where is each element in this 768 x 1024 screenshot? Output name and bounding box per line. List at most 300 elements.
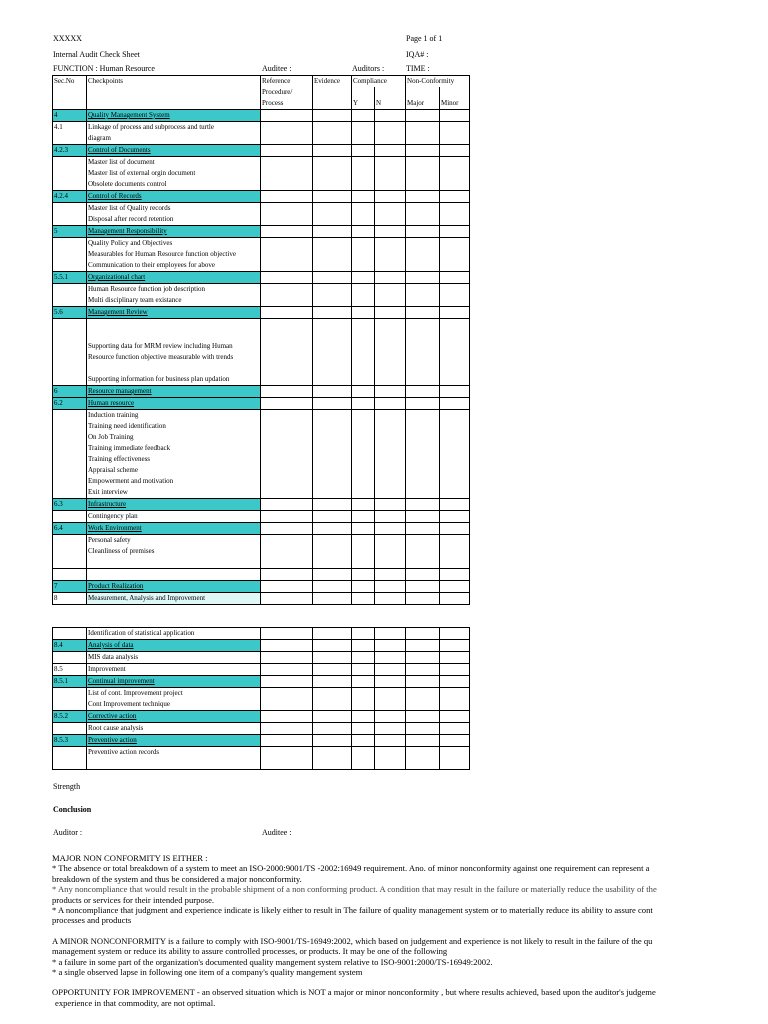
section-row [53,523,470,535]
evidence-cell[interactable] [313,511,352,523]
checkpoint-cell [87,523,261,535]
minor-cell[interactable] [440,664,470,676]
major-cell[interactable] [406,284,440,307]
major-cell[interactable] [406,711,440,723]
compliance-n-cell[interactable] [375,226,406,238]
checkpoint-line: Management Review [88,308,148,316]
compliance-y-cell[interactable] [352,735,375,747]
section-row [53,191,470,203]
minor-cell[interactable] [440,523,470,535]
checkpoint-cell [87,747,261,770]
compliance-y-cell[interactable] [352,511,375,523]
reference-cell[interactable] [261,723,313,735]
evidence-cell[interactable] [313,398,352,410]
compliance-n-cell[interactable] [375,410,406,499]
reference-cell[interactable] [261,628,313,640]
reference-cell[interactable] [261,711,313,723]
evidence-cell[interactable] [313,386,352,398]
col-header-y: Y [352,87,375,110]
checkpoint-cell [87,535,261,569]
minor-cell[interactable] [440,238,470,272]
major-cell[interactable] [406,272,440,284]
major-cell[interactable] [406,535,440,569]
compliance-n-cell[interactable] [375,593,406,605]
reference-cell[interactable] [261,319,313,386]
checkpoint-line: Supporting information for business plan updation [88,375,230,383]
major-cell[interactable] [406,676,440,688]
checkpoint-line: Exit interview [88,488,128,496]
auditor-label: Auditor : [53,828,83,837]
compliance-y-cell[interactable] [352,238,375,272]
reference-cell[interactable] [261,386,313,398]
evidence-cell[interactable] [313,569,352,581]
checkpoint-cell [87,238,261,272]
sec-no-cell [53,652,87,664]
compliance-y-cell[interactable] [352,664,375,676]
checklist-table [52,75,470,605]
sec-no-cell: 4 [53,110,87,122]
compliance-n-cell[interactable] [375,723,406,735]
evidence-cell[interactable] [313,272,352,284]
checkpoint-cell [87,511,261,523]
evidence-cell[interactable] [313,110,352,122]
major-cell[interactable] [406,723,440,735]
checkpoint-line: Supporting data for MRM review including Human [88,342,233,350]
major-cell[interactable] [406,688,440,711]
compliance-y-cell[interactable] [352,284,375,307]
compliance-n-cell[interactable] [375,688,406,711]
reference-cell[interactable] [261,735,313,747]
compliance-y-cell[interactable] [352,652,375,664]
checkpoint-line: Personal safety [88,536,131,544]
compliance-y-cell[interactable] [352,499,375,511]
minor-cell[interactable] [440,203,470,226]
reference-cell[interactable] [261,664,313,676]
checkpoint-line: Analysis of data [88,641,134,649]
nonconformity-definitions [52,853,768,1008]
minor-cell[interactable] [440,410,470,499]
checklist-table-continued [52,627,470,770]
major-cell[interactable] [406,735,440,747]
evidence-cell[interactable] [313,628,352,640]
reference-cell[interactable] [261,652,313,664]
compliance-y-cell[interactable] [352,723,375,735]
evidence-cell[interactable] [313,735,352,747]
compliance-n-cell[interactable] [375,581,406,593]
evidence-cell[interactable] [313,535,352,569]
compliance-y-cell[interactable] [352,319,375,386]
compliance-y-cell[interactable] [352,711,375,723]
major-cell[interactable] [406,511,440,523]
checkpoint-cell [87,593,261,605]
checkpoint-line: Training need identification [88,422,166,430]
checkpoint-cell [87,272,261,284]
minor-cell[interactable] [440,569,470,581]
strength-label: Strength [53,782,81,791]
compliance-n-cell[interactable] [375,640,406,652]
table-row [53,569,470,581]
evidence-cell[interactable] [313,157,352,191]
minor-cell[interactable] [440,386,470,398]
major-cell[interactable] [406,652,440,664]
evidence-cell[interactable] [313,238,352,272]
evidence-cell[interactable] [313,593,352,605]
compliance-y-cell[interactable] [352,386,375,398]
col-header-nonconformity: Non-Conformity [406,76,470,88]
reference-cell[interactable] [261,191,313,203]
sec-no-cell: 4.1 [53,122,87,145]
major-cell[interactable] [406,747,440,770]
sec-no-cell: 8.4 [53,640,87,652]
checkpoint-cell [87,307,261,319]
minor-cell[interactable] [440,628,470,640]
major-cell[interactable] [406,191,440,203]
compliance-n-cell[interactable] [375,238,406,272]
minor-cell[interactable] [440,735,470,747]
reference-cell[interactable] [261,284,313,307]
table-row [53,511,470,523]
reference-cell[interactable] [261,110,313,122]
evidence-cell[interactable] [313,664,352,676]
compliance-y-cell[interactable] [352,110,375,122]
major-cell[interactable] [406,226,440,238]
table-row [53,664,470,676]
compliance-y-cell[interactable] [352,593,375,605]
major-cell[interactable] [406,410,440,499]
checkpoint-line: On Job Training [88,433,134,441]
compliance-y-cell[interactable] [352,676,375,688]
checkpoint-line: Resource function objective measurable with trends [88,353,234,361]
evidence-cell[interactable] [313,499,352,511]
sec-no-cell [53,747,87,770]
evidence-cell[interactable] [313,226,352,238]
conclusion-label: Conclusion [53,805,92,814]
compliance-n-cell[interactable] [375,319,406,386]
reference-cell[interactable] [261,122,313,145]
auditee-footer-label: Auditee : [262,828,292,837]
reference-cell[interactable] [261,238,313,272]
compliance-y-cell[interactable] [352,628,375,640]
evidence-cell[interactable] [313,711,352,723]
major-cell[interactable] [406,523,440,535]
section-row [53,272,470,284]
page-number: Page 1 of 1 [406,34,443,43]
compliance-y-cell[interactable] [352,145,375,157]
col-header-n: N [375,87,406,110]
section-row [53,676,470,688]
checkpoint-line: Quality Policy and Objectives [88,239,173,247]
minor-cell[interactable] [440,157,470,191]
reference-cell[interactable] [261,676,313,688]
minor-cell[interactable] [440,747,470,770]
table-row [53,652,470,664]
minor-cell[interactable] [440,640,470,652]
checkpoint-cell [87,203,261,226]
compliance-n-cell[interactable] [375,284,406,307]
checkpoint-line: Preventive action records [88,748,160,756]
checklist-body [53,110,470,605]
compliance-y-cell[interactable] [352,203,375,226]
minor-cell[interactable] [440,535,470,569]
reference-cell[interactable] [261,398,313,410]
compliance-n-cell[interactable] [375,272,406,284]
major-cell[interactable] [406,581,440,593]
reference-cell[interactable] [261,569,313,581]
checkpoint-cell [87,688,261,711]
compliance-y-cell[interactable] [352,122,375,145]
reference-cell[interactable] [261,640,313,652]
sec-no-cell: 6.3 [53,499,87,511]
compliance-n-cell[interactable] [375,735,406,747]
col-header-checkpoints: Checkpoints [87,76,261,110]
compliance-y-cell[interactable] [352,226,375,238]
checkpoint-line: Preventive action [88,736,137,744]
checkpoint-line: Training immediate feedback [88,444,171,452]
compliance-n-cell[interactable] [375,628,406,640]
major-cell[interactable] [406,499,440,511]
checkpoint-line [88,569,259,580]
minor-cell[interactable] [440,284,470,307]
minor-cell[interactable] [440,319,470,386]
major-cell[interactable] [406,238,440,272]
minor-cell[interactable] [440,145,470,157]
reference-cell[interactable] [261,747,313,770]
compliance-y-cell[interactable] [352,307,375,319]
compliance-n-cell[interactable] [375,110,406,122]
compliance-y-cell[interactable] [352,640,375,652]
major-cell[interactable] [406,319,440,386]
compliance-n-cell[interactable] [375,652,406,664]
checkpoint-line: Identification of statistical application [88,629,195,637]
checkpoint-line [88,319,259,330]
evidence-cell[interactable] [313,652,352,664]
minor-cell[interactable] [440,723,470,735]
major-cell[interactable] [406,157,440,191]
reference-cell[interactable] [261,499,313,511]
checkpoint-line: Management Responsibility [88,227,167,235]
compliance-y-cell[interactable] [352,157,375,191]
compliance-n-cell[interactable] [375,398,406,410]
evidence-cell[interactable] [313,284,352,307]
major-cell[interactable] [406,664,440,676]
section-row [53,307,470,319]
reference-cell[interactable] [261,157,313,191]
reference-cell[interactable] [261,226,313,238]
sec-no-cell [53,284,87,307]
reference-cell[interactable] [261,203,313,226]
time-label: TIME : [406,64,430,73]
compliance-n-cell[interactable] [375,711,406,723]
major-cell[interactable] [406,398,440,410]
major-line: products or services for their intended purpose. [52,894,215,905]
checkpoint-line: Master list of document [88,158,155,166]
minor-cell[interactable] [440,307,470,319]
evidence-cell[interactable] [313,191,352,203]
minor-cell[interactable] [440,593,470,605]
compliance-n-cell[interactable] [375,535,406,569]
sec-no-cell [53,410,87,499]
compliance-y-cell[interactable] [352,569,375,581]
compliance-y-cell[interactable] [352,398,375,410]
sec-no-cell: 6 [53,386,87,398]
major-cell[interactable] [406,640,440,652]
checkpoint-line: Control of Documents [88,146,151,154]
major-cell[interactable] [406,386,440,398]
reference-cell[interactable] [261,581,313,593]
table-row [53,319,470,386]
auditors-label: Auditors : [352,64,385,73]
table-row [53,535,470,569]
checkpoint-cell [87,628,261,640]
sec-no-cell: 5.5.1 [53,272,87,284]
compliance-n-cell[interactable] [375,307,406,319]
compliance-y-cell[interactable] [352,272,375,284]
evidence-cell[interactable] [313,122,352,145]
reference-cell[interactable] [261,145,313,157]
evidence-cell[interactable] [313,410,352,499]
minor-cell[interactable] [440,676,470,688]
evidence-cell[interactable] [313,145,352,157]
reference-cell[interactable] [261,593,313,605]
reference-line: Procedure/ [262,88,293,96]
sec-no-cell [53,157,87,191]
reference-cell[interactable] [261,535,313,569]
compliance-n-cell[interactable] [375,569,406,581]
evidence-cell[interactable] [313,640,352,652]
minor-cell[interactable] [440,688,470,711]
checkpoint-line: MIS data analysis [88,653,139,661]
reference-cell[interactable] [261,523,313,535]
checkpoint-cell [87,145,261,157]
compliance-n-cell[interactable] [375,523,406,535]
sec-no-cell: 8.5.2 [53,711,87,723]
minor-cell[interactable] [440,191,470,203]
table-row [53,747,470,770]
reference-cell[interactable] [261,511,313,523]
compliance-n-cell[interactable] [375,747,406,770]
compliance-y-cell[interactable] [352,523,375,535]
compliance-n-cell[interactable] [375,676,406,688]
compliance-y-cell[interactable] [352,688,375,711]
compliance-n-cell[interactable] [375,145,406,157]
minor-cell[interactable] [440,110,470,122]
checkpoint-line: Cont Improvement technique [88,700,171,708]
evidence-cell[interactable] [313,523,352,535]
sec-no-cell [53,535,87,569]
checkpoint-line: Contingency plan [88,512,138,520]
major-cell[interactable] [406,569,440,581]
sec-no-cell [53,723,87,735]
sec-no-cell: 7 [53,581,87,593]
reference-cell[interactable] [261,410,313,499]
minor-cell[interactable] [440,511,470,523]
minor-cell[interactable] [440,272,470,284]
compliance-n-cell[interactable] [375,511,406,523]
compliance-n-cell[interactable] [375,191,406,203]
checkpoint-line [88,363,259,374]
minor-cell[interactable] [440,398,470,410]
checkpoint-line: Control of Records [88,192,142,200]
checkpoint-cell [87,652,261,664]
compliance-n-cell[interactable] [375,499,406,511]
checkpoint-cell [87,410,261,499]
compliance-y-cell[interactable] [352,410,375,499]
major-cell[interactable] [406,593,440,605]
checkpoint-cell [87,711,261,723]
col-header-compliance: Compliance [352,76,406,88]
evidence-cell[interactable] [313,723,352,735]
sec-no-cell: 4.2.3 [53,145,87,157]
checkpoint-line: Multi disciplinary team existance [88,296,182,304]
col-header-major: Major [406,87,440,110]
section-row [53,499,470,511]
checkpoint-line: Continual improvement [88,677,155,685]
checkpoint-line: Communication to their employees for above [88,261,215,269]
minor-cell[interactable] [440,122,470,145]
reference-cell[interactable] [261,688,313,711]
sec-no-cell: 6.4 [53,523,87,535]
table-row [53,203,470,226]
function-label: FUNCTION : Human Resource [53,64,155,73]
evidence-cell[interactable] [313,203,352,226]
minor-cell[interactable] [440,652,470,664]
compliance-n-cell[interactable] [375,386,406,398]
checkpoint-line: Product Realization [88,582,144,590]
evidence-cell[interactable] [313,747,352,770]
compliance-y-cell[interactable] [352,535,375,569]
evidence-cell[interactable] [313,319,352,386]
checkpoint-line: Cleanliness of premises [88,547,155,555]
minor-cell[interactable] [440,226,470,238]
major-cell[interactable] [406,628,440,640]
checkpoint-line: Empowerment and motivation [88,477,174,485]
major-cell[interactable] [406,145,440,157]
evidence-cell[interactable] [313,688,352,711]
major-cell[interactable] [406,122,440,145]
table-row [53,122,470,145]
major-cell[interactable] [406,203,440,226]
evidence-cell[interactable] [313,581,352,593]
evidence-cell[interactable] [313,676,352,688]
compliance-y-cell[interactable] [352,191,375,203]
minor-cell[interactable] [440,711,470,723]
compliance-n-cell[interactable] [375,664,406,676]
reference-cell[interactable] [261,272,313,284]
compliance-y-cell[interactable] [352,581,375,593]
checkpoint-line: Linkage of process and subprocess and turtle [88,123,214,131]
reference-cell[interactable] [261,307,313,319]
major-cell[interactable] [406,110,440,122]
sec-no-cell [53,688,87,711]
section-row [53,145,470,157]
checkpoint-line: Master list of Quality records [88,204,171,212]
major-cell[interactable] [406,307,440,319]
minor-cell[interactable] [440,581,470,593]
minor-cell[interactable] [440,499,470,511]
compliance-y-cell[interactable] [352,747,375,770]
table-row [53,723,470,735]
minor-line: A MINOR NONCONFORMITY is a failure to comply with ISO-9001/TS-16949:2002, which based on judgement and experience is not likely to result in the failure of the qu [52,935,653,946]
checkpoint-line: Training effectiveness [88,455,151,463]
checkpoint-cell [87,386,261,398]
section-row [53,386,470,398]
compliance-n-cell[interactable] [375,122,406,145]
section-row [53,226,470,238]
compliance-n-cell[interactable] [375,157,406,191]
checkpoint-cell [87,284,261,307]
compliance-n-cell[interactable] [375,203,406,226]
evidence-cell[interactable] [313,307,352,319]
